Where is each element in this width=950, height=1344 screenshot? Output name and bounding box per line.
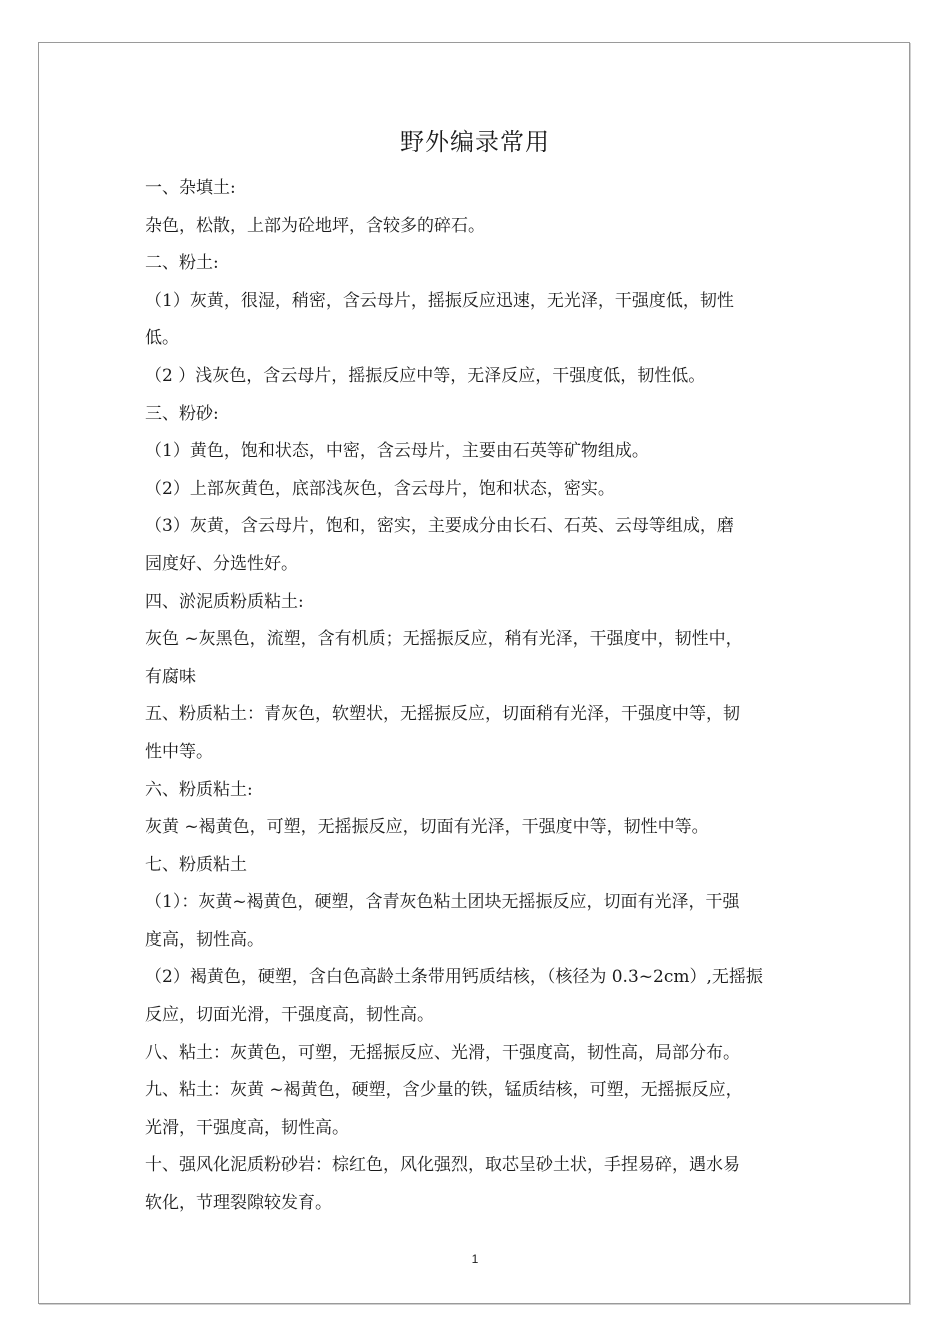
- text-line: 园度好、分选性好。: [145, 553, 298, 574]
- text-line: 九、粘土：灰黄 ~褐黄色，硬塑，含少量的铁，锰质结核，可塑，无摇振反应，: [145, 1080, 743, 1101]
- text-line: 四、淤泥质粉质粘土:: [145, 591, 304, 612]
- text-line: 二、粉土:: [145, 253, 219, 274]
- text-line: 五、粉质粘土：青灰色，软塑状，无摇振反应，切面稍有光泽，干强度中等，韧: [145, 704, 740, 725]
- text-line: 低。: [145, 328, 179, 349]
- text-line: （1）黄色，饱和状态，中密，含云母片，主要由石英等矿物组成。: [145, 441, 649, 462]
- text-line: 一、杂填土:: [145, 178, 236, 198]
- text-line: 光滑，干强度高，韧性高。: [145, 1117, 349, 1138]
- document-title: 野外编录常用: [400, 128, 550, 156]
- text-line: （2）上部灰黄色，底部浅灰色，含云母片，饱和状态，密实。: [145, 478, 615, 499]
- text-line: 度高，韧性高。: [145, 929, 264, 950]
- text-line: 三、粉砂:: [145, 403, 219, 424]
- text-line: 八、粘土：灰黄色，可塑，无摇振反应、光滑，干强度高，韧性高，局部分布。: [145, 1042, 740, 1063]
- text-line: 性中等。: [145, 741, 213, 762]
- text-line: 软化，节理裂隙较发育。: [145, 1193, 332, 1214]
- text-line: 十、强风化泥质粉砂岩：棕红色，风化强烈，取芯呈砂土状，手捏易碎，遇水易: [145, 1155, 740, 1176]
- text-line: 灰黄 ~褐黄色，可塑，无摇振反应，切面有光泽，干强度中等，韧性中等。: [145, 817, 709, 838]
- text-line: （2）褐黄色，硬塑，含白色高龄土条带用钙质结核，（核径为 0.3~2cm）,无摇振: [145, 967, 763, 988]
- text-line: 杂色，松散，上部为砼地坪，含较多的碎石。: [145, 215, 485, 236]
- document-body: [145, 170, 825, 1223]
- text-line: 反应，切面光滑，干强度高，韧性高。: [145, 1005, 434, 1026]
- text-line: 有腐味: [145, 666, 196, 687]
- text-line: （2 ）浅灰色，含云母片，摇振反应中等，无泽反应，干强度低，韧性低。: [145, 365, 706, 386]
- text-line: （3）灰黄，含云母片，饱和，密实，主要成分由长石、石英、云母等组成，磨: [145, 516, 734, 537]
- text-line: （1）：灰黄~褐黄色，硬塑，含青灰色粘土团块无摇振反应，切面有光泽，干强: [145, 892, 740, 913]
- text-line: 灰色 ~灰黑色，流塑，含有机质；无摇振反应，稍有光泽，干强度中，韧性中，: [145, 629, 743, 650]
- text-line: 六、粉质粘土:: [145, 779, 253, 800]
- text-line: 七、粉质粘土: [145, 854, 247, 875]
- page-number: 1: [471, 1252, 479, 1266]
- text-line: （1）灰黄，很湿，稍密，含云母片，摇振反应迅速，无光泽，干强度低，韧性: [145, 290, 734, 311]
